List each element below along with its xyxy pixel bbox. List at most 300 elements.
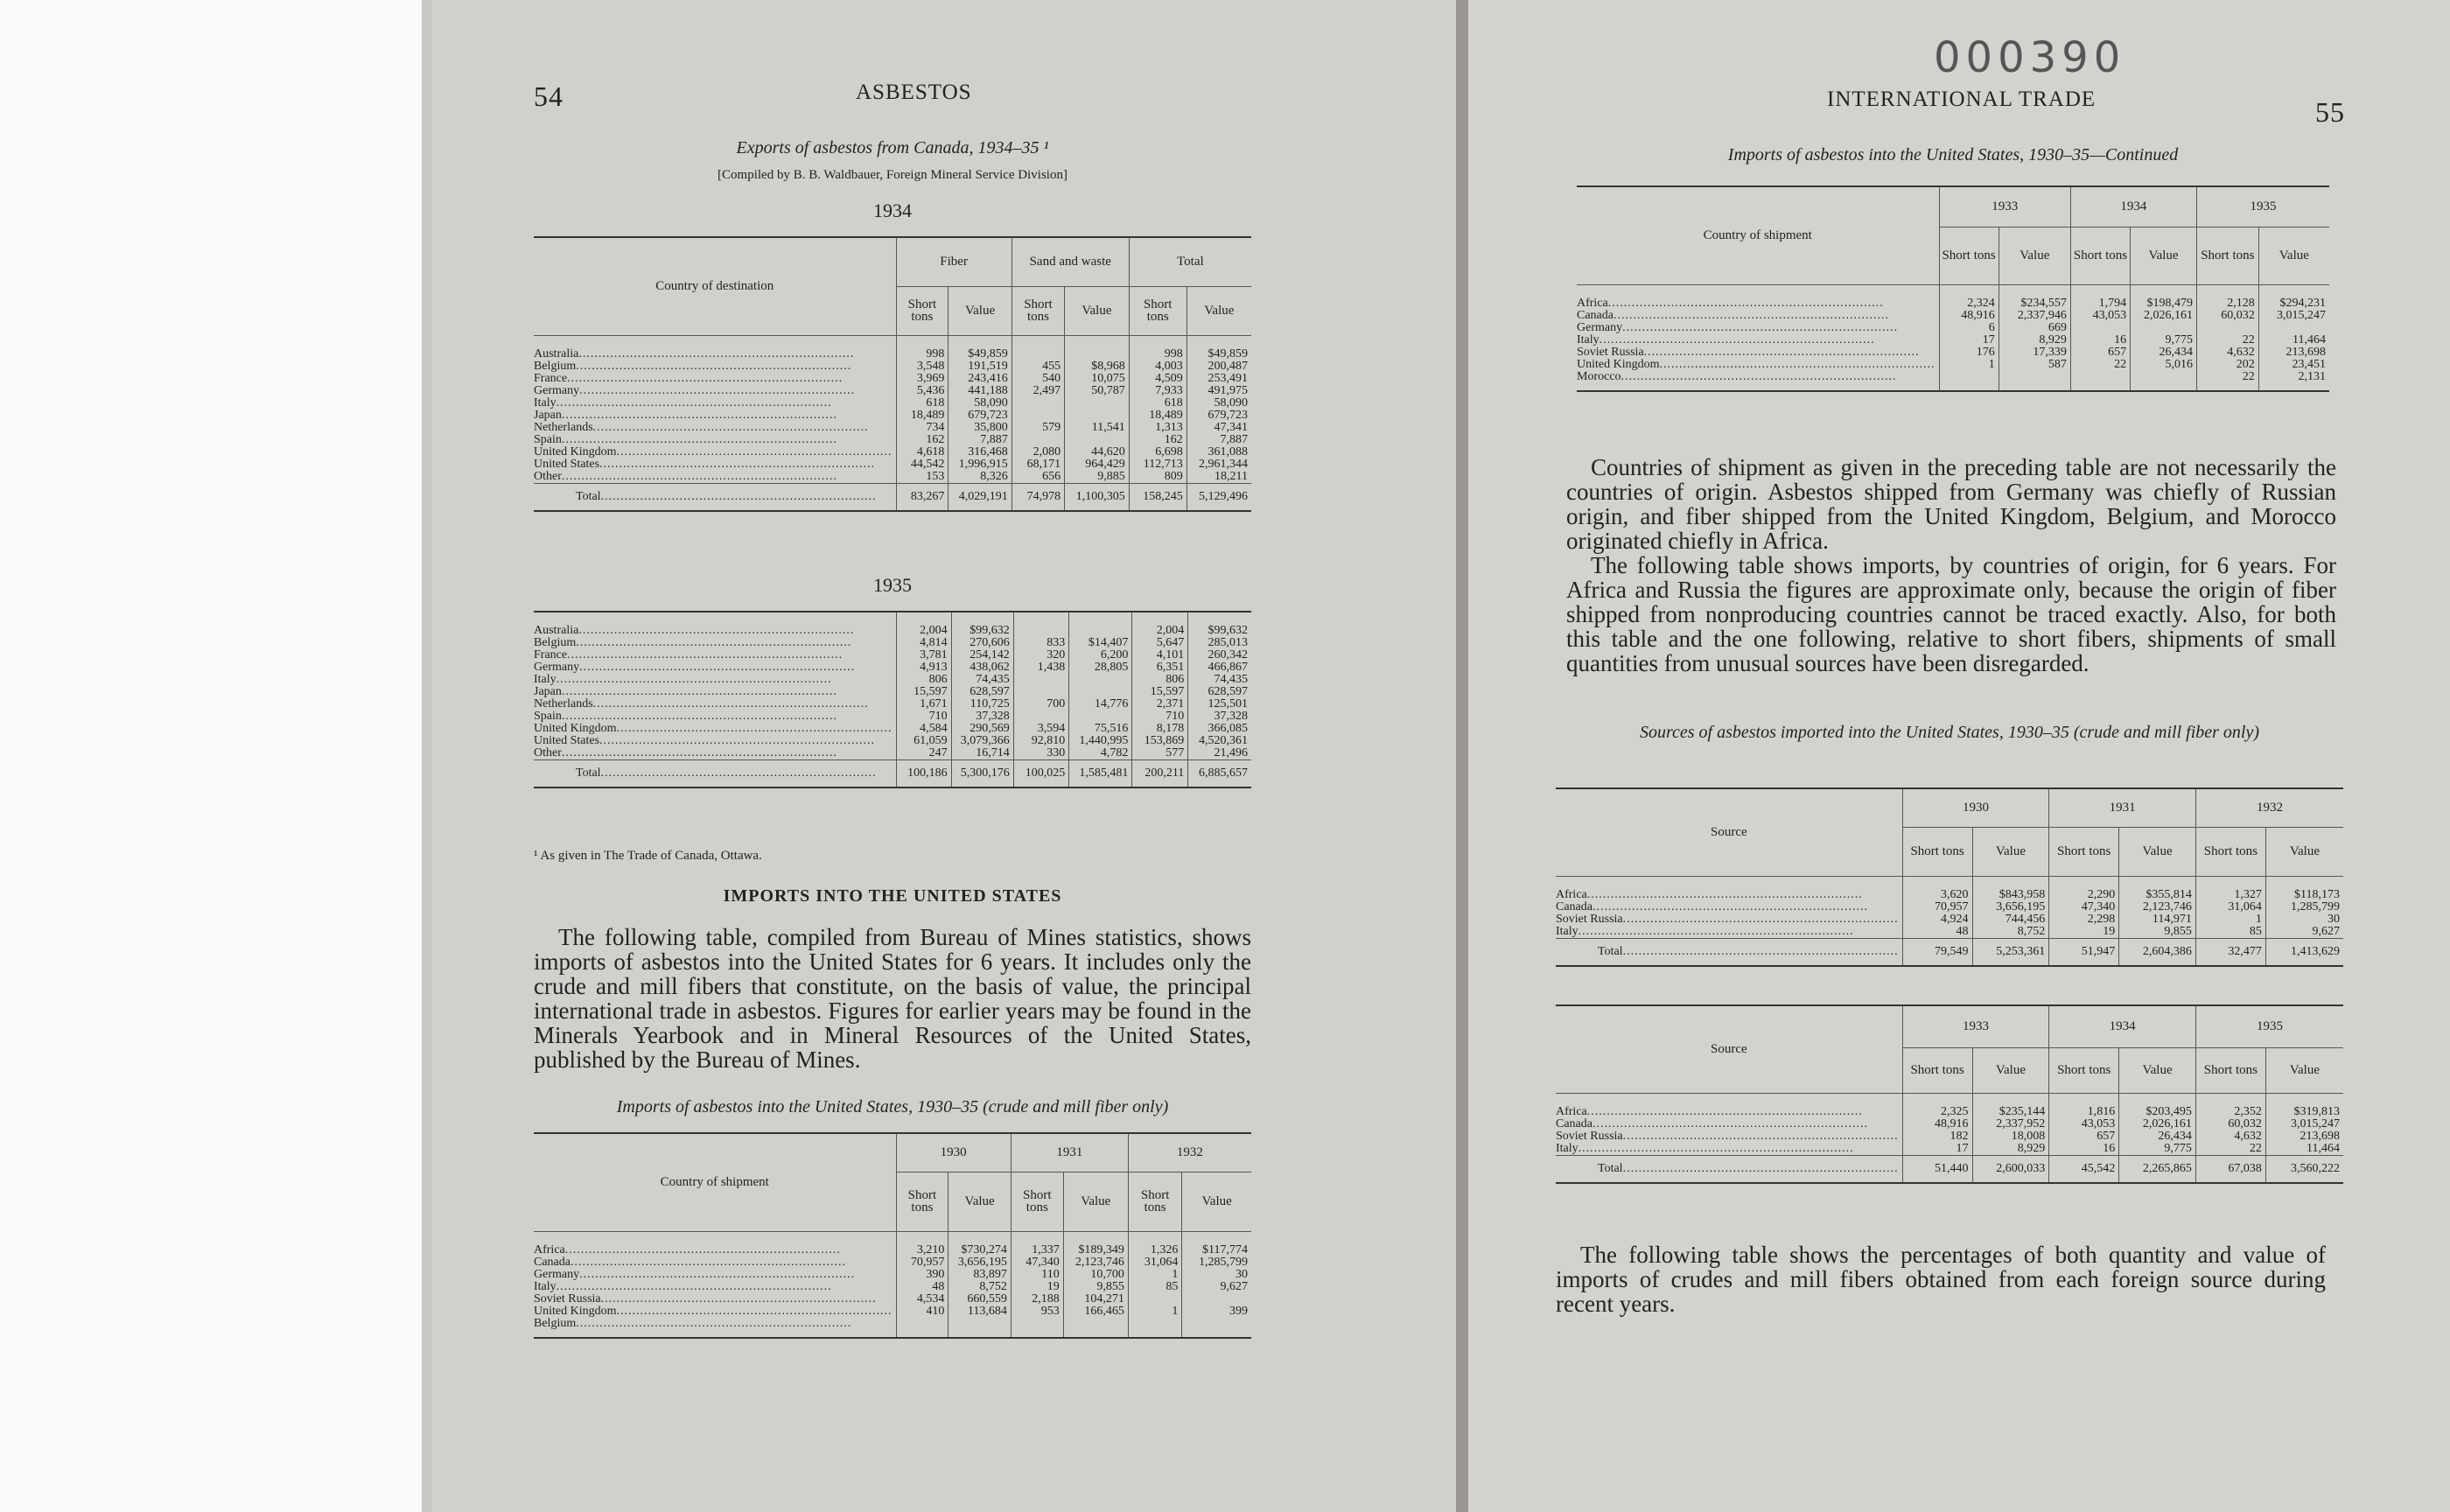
sub-header: Value [1186,286,1251,335]
sub-header: Short tons [2049,827,2119,876]
value-cell: 247 [896,747,951,760]
canada-year-1934: 1934 [873,200,912,221]
table-row [534,434,1251,446]
fiber-header: Fiber [896,237,1012,286]
value-cell: $49,859 [1186,335,1251,360]
value-cell: 390 [896,1269,948,1281]
table-row [534,1293,1251,1306]
country-cell: Other ..... [534,471,896,484]
value-cell: 26,434 [2119,1130,2196,1143]
value-cell: 11,541 [1065,422,1130,434]
value-cell: 17 [1902,1143,1972,1156]
value-cell: 37,328 [1188,710,1251,723]
sub-header: Short tons [1011,1172,1063,1231]
value-cell: 2,352 [2195,1093,2265,1118]
value-cell: 4,632 [2196,346,2258,359]
value-cell: 2,131 [2258,371,2329,391]
value-cell: 14,776 [1069,698,1132,710]
value-cell [1182,1318,1251,1338]
value-cell [1128,1318,1182,1338]
table-row [1577,284,2329,310]
country-cell: Morocco ..... [1577,371,1939,391]
sub-header: Value [1972,827,2049,876]
value-cell: 5,253,361 [1972,938,2049,966]
value-cell: 22 [2196,371,2258,391]
country-cell: Total ..... [534,483,896,511]
value-cell: 3,210 [896,1231,948,1256]
value-cell: 16 [2070,334,2130,346]
sand-waste-header: Sand and waste [1012,237,1129,286]
value-cell: 48,916 [1902,1118,1972,1130]
year-header: 1932 [2195,788,2343,827]
value-cell: $189,349 [1063,1231,1128,1256]
country-cell: Italy ..... [534,1281,896,1293]
value-cell: 18,489 [896,410,948,422]
table-total-row [534,760,1251,788]
value-cell: 1,996,915 [948,458,1012,471]
imports-by-origin-paragraph: The following table shows imports, by countries of origin, for 6 years. For Africa and Russia the figures are approximate only, because the origin of fiber shipped from nonproducing countries cannot be traced exactly. Also, for both this table and the one following, relative to short fibers, shipments of small quantities from unusual sources have been disregarded. [1566,552,2336,676]
value-cell: 6,200 [1069,649,1132,662]
sources-table-1933-35 [1556,1004,2343,1184]
value-cell: 48,916 [1939,310,1998,322]
value-cell: 316,468 [948,446,1012,458]
table-row [534,612,1251,637]
value-cell: 4,534 [896,1293,948,1306]
table-total-row [534,483,1251,511]
sub-header: Short tons [1902,827,1972,876]
value-cell: 37,328 [951,710,1013,723]
value-cell: 700 [1013,698,1069,710]
page-number: 54 [534,80,564,112]
value-cell: 9,627 [1182,1281,1251,1293]
country-cell: Belgium ..... [534,360,896,373]
value-cell: 5,300,176 [951,760,1013,788]
value-cell: 74,435 [1188,674,1251,686]
value-cell: 83,267 [896,483,948,511]
value-cell: 31,064 [1128,1256,1182,1269]
value-cell: $294,231 [2258,284,2329,310]
value-cell [1939,371,1998,391]
country-cell: Canada ..... [1577,310,1939,322]
total-header: Total [1129,237,1251,286]
value-cell: 491,975 [1186,385,1251,397]
value-cell: 70,957 [896,1256,948,1269]
value-cell: 110 [1011,1269,1063,1281]
value-cell: 3,015,247 [2265,1118,2343,1130]
value-cell: 660,559 [948,1293,1012,1306]
table-row [1556,1093,2343,1118]
canada-year-1935: 1935 [873,574,912,596]
table-row [1577,310,2329,322]
year-header: 1935 [2196,186,2329,227]
value-cell: 11,464 [2258,334,2329,346]
source-column-header: Source [1556,788,1902,876]
year-header: 1935 [2195,1005,2343,1047]
value-cell: 51,947 [2049,938,2119,966]
value-cell [2070,371,2130,391]
value-cell: 4,520,361 [1188,735,1251,747]
value-cell [1013,612,1069,637]
value-cell: $8,968 [1065,360,1130,373]
country-cell: Belgium ..... [534,637,896,649]
value-cell: 23,451 [2258,359,2329,371]
value-cell [1998,371,2070,391]
value-cell: 587 [1998,359,2070,371]
value-cell: 657 [2049,1130,2119,1143]
value-cell: 44,542 [896,458,948,471]
value-cell [1065,397,1130,410]
value-cell: 4,584 [896,723,951,735]
value-cell: 19 [1011,1281,1063,1293]
value-cell: 17,339 [1998,346,2070,359]
value-cell: 466,867 [1188,662,1251,674]
value-cell: 2,026,161 [2131,310,2197,322]
table-row [534,1269,1251,1281]
value-cell [1128,1293,1182,1306]
country-cell: Japan ..... [534,410,896,422]
table-row [534,1306,1251,1318]
year-header: 1930 [1902,788,2049,827]
viewer-margin [0,0,422,1512]
value-cell: 9,855 [2119,926,2196,939]
value-cell: 1,585,481 [1069,760,1132,788]
country-cell: Africa ..... [1577,284,1939,310]
value-cell: 254,142 [951,649,1013,662]
value-cell: 2,337,952 [1972,1118,2049,1130]
value-cell: 30 [2265,914,2343,926]
value-cell: 579 [1012,422,1064,434]
value-cell: 1,327 [2195,876,2265,901]
table-row [534,662,1251,674]
year-header: 1932 [1128,1133,1251,1172]
value-cell: 47,341 [1186,422,1251,434]
sub-header: Value [1063,1172,1128,1231]
value-cell: 260,342 [1188,649,1251,662]
canada-exports-compiled: [Compiled by B. B. Waldbauer, Foreign Mineral Service Division] [718,168,1068,182]
value-cell: 2,337,946 [1998,310,2070,322]
value-cell: 18,489 [1129,410,1186,422]
value-cell [1012,434,1064,446]
value-cell: 5,647 [1132,637,1188,649]
country-cell: Netherlands ..... [534,422,896,434]
value-cell: 213,698 [2265,1130,2343,1143]
value-cell: 2,325 [1902,1093,1972,1118]
value-cell: 114,971 [2119,914,2196,926]
canada-exports-1934-table [534,236,1251,512]
us-imports-continued-title: Imports of asbestos into the United States, 1930–35—Continued [1727,145,2179,164]
value-cell: 31,064 [2195,901,2265,914]
country-cell: Japan ..... [534,686,896,698]
value-cell: 200,487 [1186,360,1251,373]
value-cell: 806 [1132,674,1188,686]
value-cell: 22 [2070,359,2130,371]
value-cell: 74,978 [1012,483,1064,511]
table-row [534,686,1251,698]
value-cell: 9,627 [2265,926,2343,939]
value-cell [948,1318,1012,1338]
value-cell: 191,519 [948,360,1012,373]
value-cell: 68,171 [1012,458,1064,471]
value-cell: 4,509 [1129,373,1186,385]
value-cell: 8,752 [1972,926,2049,939]
value-cell: 253,491 [1186,373,1251,385]
value-cell: 6,351 [1132,662,1188,674]
value-cell: 3,969 [896,373,948,385]
table-row [1556,1143,2343,1156]
sub-header: Value [2265,1047,2343,1093]
value-cell [1069,710,1132,723]
value-cell: 540 [1012,373,1064,385]
value-cell: 2,004 [896,612,951,637]
value-cell: 577 [1132,747,1188,760]
value-cell: 669 [1998,322,2070,334]
value-cell: $234,557 [1998,284,2070,310]
table-row [534,649,1251,662]
value-cell [1069,674,1132,686]
country-cell: France ..... [534,649,896,662]
value-cell: 75,516 [1069,723,1132,735]
table-row [534,735,1251,747]
value-cell: 1,440,995 [1069,735,1132,747]
country-cell: Canada ..... [534,1256,896,1269]
value-cell: 710 [896,710,951,723]
table-row [534,373,1251,385]
country-cell: Soviet Russia ..... [534,1293,896,1306]
sub-header: Value [1998,227,2070,284]
value-cell: 7,887 [948,434,1012,446]
left-page [432,0,1456,1512]
country-cell: Italy ..... [534,397,896,410]
value-cell: $198,479 [2131,284,2197,310]
table-row [534,410,1251,422]
value-cell: 998 [896,335,948,360]
value-cell: 3,781 [896,649,951,662]
value-cell: 22 [2196,334,2258,346]
value-cell: 618 [896,397,948,410]
origin-paragraph: Countries of shipment as given in the preceding table are not necessarily the countries of origin. Asbestos shipped from Germany was chiefly of Russian origin, and fiber shipped from the United Kingdom, Belgium, and Morocco originated chiefly in Africa. [1566,454,2336,554]
value-cell: $118,173 [2265,876,2343,901]
value-cell: 4,924 [1902,914,1972,926]
value-cell: 10,075 [1065,373,1130,385]
value-cell: 43,053 [2049,1118,2119,1130]
value-cell: 4,029,191 [948,483,1012,511]
country-cell: United Kingdom ..... [534,446,896,458]
value-cell: 1,816 [2049,1093,2119,1118]
value-cell [1013,686,1069,698]
us-imports-table-1930-32 [534,1132,1251,1339]
year-header: 1931 [1011,1133,1128,1172]
table-row [534,747,1251,760]
value-cell: 15,597 [1132,686,1188,698]
value-cell: $14,407 [1069,637,1132,649]
country-cell: Canada ..... [1556,1118,1902,1130]
sub-header: Value [1065,286,1130,335]
value-cell: 2,497 [1012,385,1064,397]
value-cell: 47,340 [2049,901,2119,914]
value-cell: 1,285,799 [1182,1256,1251,1269]
table-row [1577,371,2329,391]
value-cell: 15,597 [896,686,951,698]
right-page [1468,0,2450,1512]
imports-section-heading: IMPORTS INTO THE UNITED STATES [723,886,1062,906]
value-cell: 2,298 [2049,914,2119,926]
value-cell: 4,618 [896,446,948,458]
value-cell: 2,371 [1132,698,1188,710]
book-spine [422,0,432,1512]
table-row [1556,1118,2343,1130]
sub-header: Short tons [896,286,948,335]
value-cell: 998 [1129,335,1186,360]
value-cell: 2,324 [1939,284,1998,310]
country-cell: Canada ..... [1556,901,1902,914]
value-cell: 2,961,344 [1186,458,1251,471]
value-cell: $730,274 [948,1231,1012,1256]
source-column-header: Source [1556,1005,1902,1093]
table-row [1556,926,2343,939]
value-cell: 2,290 [2049,876,2119,901]
value-cell: 85 [2195,926,2265,939]
value-cell: 200,211 [1132,760,1188,788]
value-cell: 113,684 [948,1306,1012,1318]
value-cell: 2,080 [1012,446,1064,458]
country-column-header: Country of shipment [1577,186,1939,284]
value-cell: 50,787 [1065,385,1130,397]
value-cell: 285,013 [1188,637,1251,649]
country-column-header: Country of shipment [534,1133,896,1231]
value-cell: 1,337 [1011,1231,1063,1256]
value-cell: 67,038 [2195,1155,2265,1183]
value-cell: 182 [1902,1130,1972,1143]
value-cell: 657 [2070,346,2130,359]
value-cell: 679,723 [1186,410,1251,422]
sub-header: Value [2258,227,2329,284]
value-cell: 10,700 [1063,1269,1128,1281]
country-cell: Germany ..... [534,1269,896,1281]
value-cell: 61,059 [896,735,951,747]
sub-header: Short tons [2049,1047,2119,1093]
value-cell: 438,062 [951,662,1013,674]
table-row [534,471,1251,484]
value-cell: 3,656,195 [948,1256,1012,1269]
country-cell: Australia ..... [534,612,896,637]
value-cell: $203,495 [2119,1093,2196,1118]
value-cell: $235,144 [1972,1093,2049,1118]
value-cell: $117,774 [1182,1231,1251,1256]
sub-header: Short tons [1012,286,1064,335]
value-cell [1013,674,1069,686]
value-cell: 8,929 [1972,1143,2049,1156]
year-header: 1931 [2049,788,2196,827]
value-cell: 9,775 [2131,334,2197,346]
running-head: INTERNATIONAL TRADE [1827,88,2096,111]
value-cell [1012,410,1064,422]
country-cell: France ..... [534,373,896,385]
value-cell: 2,600,033 [1972,1155,2049,1183]
value-cell: 70,957 [1902,901,1972,914]
value-cell: 964,429 [1065,458,1130,471]
value-cell: 85 [1128,1281,1182,1293]
table-total-row [1556,938,2343,966]
country-cell: United States ..... [534,735,896,747]
sub-header: Short tons [2195,1047,2265,1093]
value-cell: $49,859 [948,335,1012,360]
value-cell: $355,814 [2119,876,2196,901]
value-cell: 6,698 [1129,446,1186,458]
value-cell: 58,090 [1186,397,1251,410]
value-cell: 19 [2049,926,2119,939]
value-cell: 48 [1902,926,1972,939]
value-cell [1063,1318,1128,1338]
value-cell [1065,434,1130,446]
country-cell: Italy ..... [1556,1143,1902,1156]
value-cell: 2,265,865 [2119,1155,2196,1183]
value-cell: 8,929 [1998,334,2070,346]
value-cell [1012,397,1064,410]
value-cell: 1 [2195,914,2265,926]
value-cell: 16 [2049,1143,2119,1156]
value-cell: 9,855 [1063,1281,1128,1293]
value-cell: 17 [1939,334,1998,346]
table-row [534,637,1251,649]
value-cell: 21,496 [1188,747,1251,760]
page-number: 55 [2315,96,2345,128]
country-cell: Spain ..... [534,434,896,446]
value-cell: 1,326 [1128,1231,1182,1256]
country-cell: United Kingdom ..... [534,1306,896,1318]
country-cell: Total ..... [1556,938,1902,966]
sub-header: Short tons [2195,827,2265,876]
value-cell: 4,632 [2195,1130,2265,1143]
value-cell: 2,604,386 [2119,938,2196,966]
table-row [1556,876,2343,901]
value-cell [2131,322,2197,334]
country-cell: Africa ..... [1556,1093,1902,1118]
value-cell: 7,887 [1186,434,1251,446]
value-cell: 833 [1013,637,1069,649]
value-cell: 110,725 [951,698,1013,710]
year-header: 1933 [1939,186,2070,227]
value-cell: $99,632 [951,612,1013,637]
value-cell: 100,025 [1013,760,1069,788]
value-cell [1012,335,1064,360]
year-header: 1934 [2049,1005,2196,1047]
value-cell: 1 [1128,1269,1182,1281]
value-cell: 28,805 [1069,662,1132,674]
table-total-row [1556,1155,2343,1183]
value-cell [896,1318,948,1338]
sub-header: Value [948,1172,1012,1231]
sub-header: Value [1182,1172,1251,1231]
value-cell: 8,326 [948,471,1012,484]
value-cell: 5,016 [2131,359,2197,371]
table-row [534,1231,1251,1256]
country-cell: United Kingdom ..... [534,723,896,735]
sub-header: Value [948,286,1012,335]
value-cell: 1,285,799 [2265,901,2343,914]
sources-table-1930-32 [1556,788,2343,967]
country-cell: Spain ..... [534,710,896,723]
value-cell: 5,436 [896,385,948,397]
value-cell: 11,464 [2265,1143,2343,1156]
value-cell: 2,123,746 [1063,1256,1128,1269]
value-cell [1182,1293,1251,1306]
value-cell: 60,032 [2195,1118,2265,1130]
value-cell: 4,782 [1069,747,1132,760]
country-cell: Africa ..... [534,1231,896,1256]
country-cell: Africa ..... [1556,876,1902,901]
value-cell: 202 [2196,359,2258,371]
value-cell: 32,477 [2195,938,2265,966]
